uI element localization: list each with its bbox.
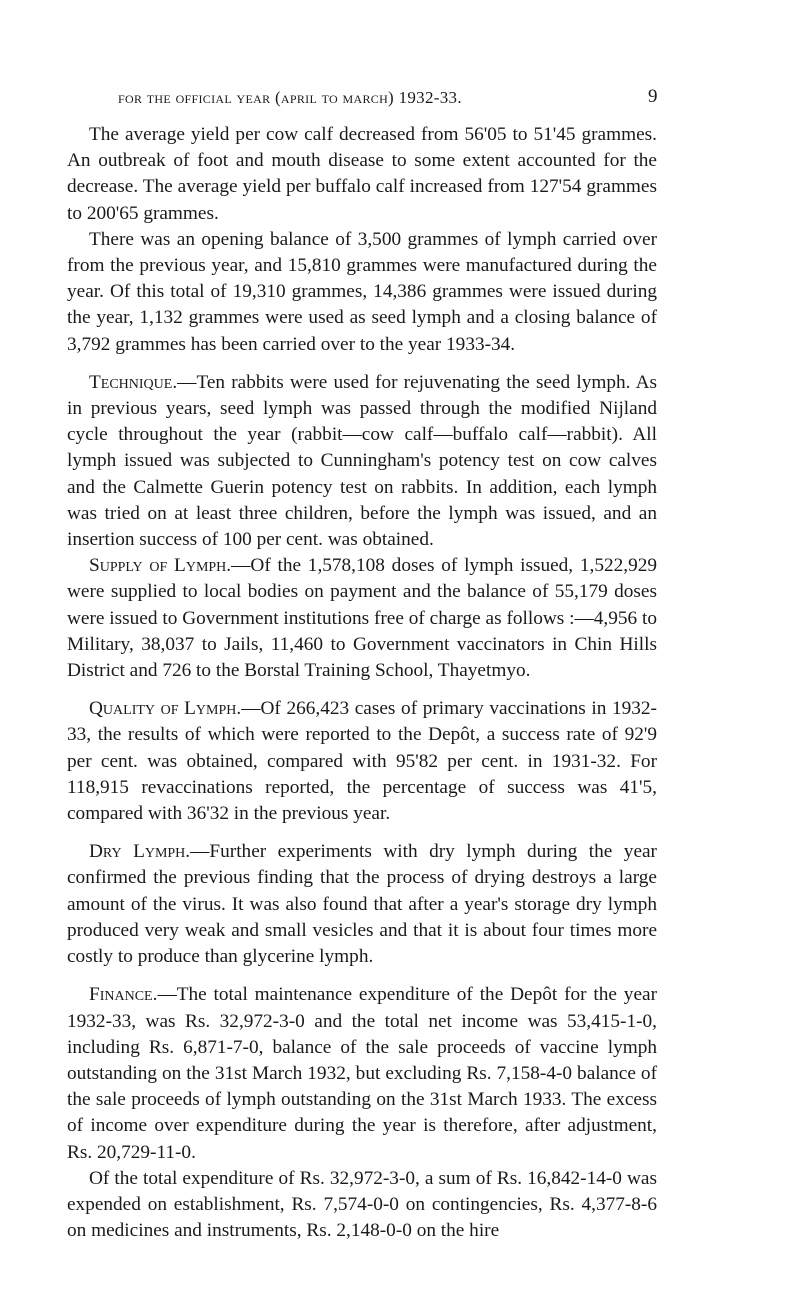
paragraph-technique <box>67 370 657 553</box>
supply-text: —Of the 1,578,108 doses of lymph issued, 1,522,929 were supplied to local bodies on payment and the balance of 55,179 doses were issued to Government institutions free of charge as follows :—4,956 to Military, 38,037 to Jails, 11,460 to Government vaccinators in Chin Hills District and 726 to the Borstal Training School, Thayetmyo. <box>67 555 657 682</box>
technique-text: —Ten rabbits were used for rejuvenating the seed lymph. As in previous years, seed lymph was passed through the modified Nijland cycle throughout the year (rabbit—cow calf—buffalo calf—rabbit). All lymph issued was subjected to Cunningham's potency test on cow calves and the Calmette Guerin potency test on rabbits. In addition, each lymph was tried on at least three children, before the lymph was issued, and an insertion success of 100 per cent. was obtained. <box>67 371 657 551</box>
technique-heading: Technique. <box>89 371 178 393</box>
paragraph-quality <box>67 696 657 827</box>
paragraph-expenditure: Of the total expenditure of Rs. 32,972-3-0, a sum of Rs. 16,842-14-0 was expended on establishment, Rs. 7,574-0-0 on contingencies, Rs. 4,377-8-6 on medicines and instruments, Rs. 2,148-0-0 on the hire <box>67 1167 657 1242</box>
supply-heading: Supply of Lymph. <box>89 555 232 577</box>
paragraph-balance: There was an opening balance of 3,500 grammes of lymph carried over from the previous year, and 15,810 grammes were manufactured during the year. Of this total of 19,310 grammes, 14,386 grammes were issued during the year, 1,132 grammes were used as seed lymph and a closing balance of 3,792 grammes has been carried over to the year 1933-34. <box>67 228 657 355</box>
paragraph-dry-lymph <box>67 839 657 970</box>
dry-lymph-heading: Dry Lymph. <box>89 841 191 863</box>
quality-text: —Of 266,423 cases of primary vaccinations in 1932-33, the results of which were reported to the Depôt, a success rate of 92'9 per cent. was obtained, compared with 95'82 per cent. in 1931-32. For 118,915 revaccinations reported, the percentage of success was 41'5, compared with 36'32 in the previous year. <box>67 698 657 825</box>
dry-lymph-text: —Further experiments with dry lymph during the year confirmed the previous finding that the process of drying destroys a large amount of the virus. It was also found that after a year's storage dry lymph produced very weak and small vesicles and that it is about four times more costly to produce than glycerine lymph. <box>67 841 657 968</box>
paragraph-calf-yield: The average yield per cow calf decreased from 56'05 to 51'45 grammes. An outbreak of foot and mouth disease to some extent accounted for the decrease. The average yield per buffalo calf increased from 127'54 grammes to 200'65 grammes. <box>67 124 657 224</box>
paragraph-finance <box>67 982 657 1165</box>
running-header <box>118 88 638 108</box>
finance-heading: Finance. <box>89 984 158 1006</box>
quality-heading: Quality of Lymph. <box>89 698 242 720</box>
finance-text: —The total maintenance expenditure of the Depôt for the year 1932-33, was Rs. 32,972-3-0 and the total net income was 53,415-1-0, including Rs. 6,871-7-0, balance of the sale proceeds of vaccine lymph outstanding on the 31st March 1932, but excluding Rs. 7,158-4-0 balance of the sale proceeds of lymph outstanding on the 31st March 1933. The excess of income over expenditure during the year is therefore, after adjustment, Rs. 20,729-11-0. <box>67 984 657 1163</box>
running-title: for the official year (april to march) 1932-33. <box>118 88 462 107</box>
body-text <box>67 122 657 1244</box>
paragraph-supply <box>67 553 657 684</box>
page-number: 9 <box>648 86 658 107</box>
